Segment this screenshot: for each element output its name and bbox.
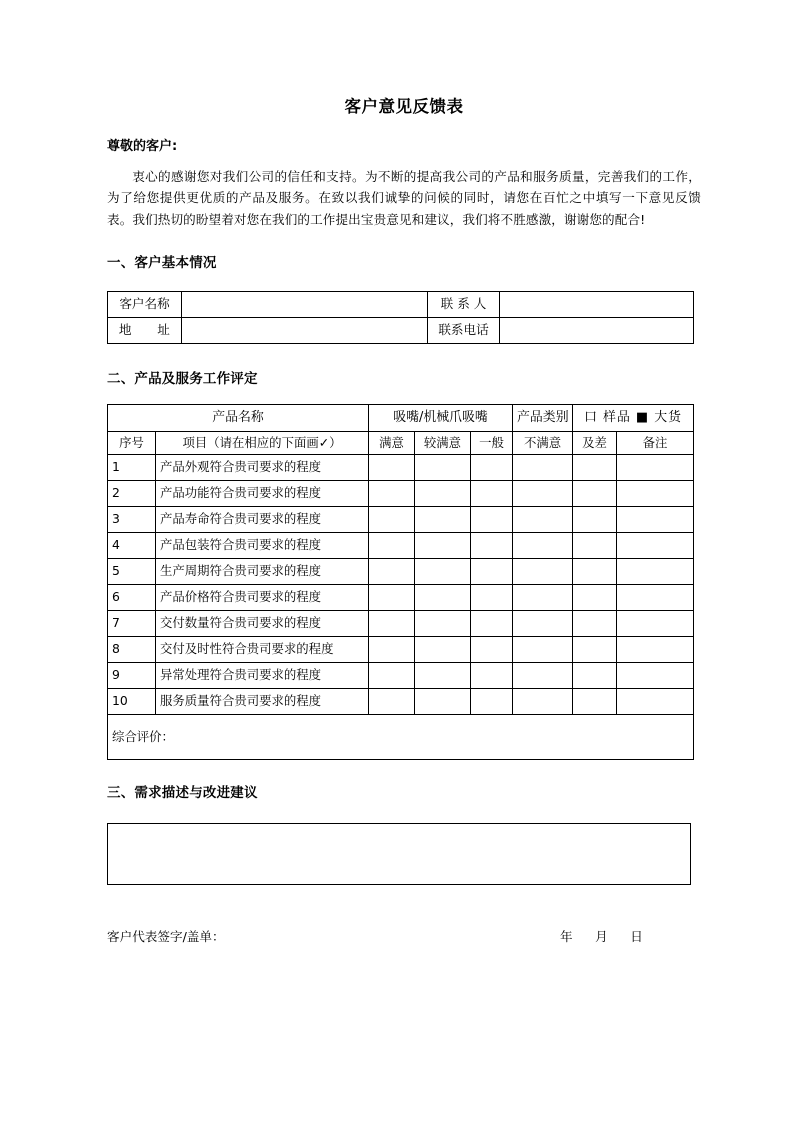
page-title: 客户意见反馈表 xyxy=(344,97,464,116)
rating-cell-poor[interactable] xyxy=(573,455,617,481)
signature-row xyxy=(107,928,701,951)
rating-cell-unsatisfied[interactable] xyxy=(513,533,573,559)
item-no: 10 xyxy=(108,689,156,715)
remarks-cell[interactable] xyxy=(617,455,694,481)
remarks-cell[interactable] xyxy=(617,507,694,533)
rating-cell-average[interactable] xyxy=(471,585,513,611)
label-product-category: 产品类别 xyxy=(513,405,573,432)
rating-cell-satisfied[interactable] xyxy=(369,559,415,585)
label-contact-phone: 联系电话 xyxy=(428,317,500,343)
table-row xyxy=(108,663,694,689)
date-fields[interactable] xyxy=(560,928,644,944)
item-text: 产品寿命符合贵司要求的程度 xyxy=(156,507,369,533)
rating-cell-unsatisfied[interactable] xyxy=(513,689,573,715)
item-text: 产品价格符合贵司要求的程度 xyxy=(156,585,369,611)
column-header-remarks: 备注 xyxy=(617,432,694,455)
rating-cell-fairly-satisfied[interactable] xyxy=(415,663,471,689)
field-customer-name[interactable] xyxy=(182,291,428,317)
field-contact-person[interactable] xyxy=(500,291,694,317)
rating-cell-fairly-satisfied[interactable] xyxy=(415,689,471,715)
rating-cell-unsatisfied[interactable] xyxy=(513,481,573,507)
table-row xyxy=(108,559,694,585)
table-row xyxy=(108,317,694,343)
rating-cell-poor[interactable] xyxy=(573,533,617,559)
rating-cell-average[interactable] xyxy=(471,455,513,481)
rating-cell-unsatisfied[interactable] xyxy=(513,663,573,689)
item-text: 交付数量符合贵司要求的程度 xyxy=(156,611,369,637)
table-row xyxy=(108,637,694,663)
document-content xyxy=(107,0,701,951)
remarks-cell[interactable] xyxy=(617,533,694,559)
rating-cell-average[interactable] xyxy=(471,689,513,715)
rating-cell-poor[interactable] xyxy=(573,507,617,533)
item-text: 生产周期符合贵司要求的程度 xyxy=(156,559,369,585)
column-header-average: 一般 xyxy=(471,432,513,455)
date-month-label: 月 xyxy=(595,928,609,944)
item-no: 6 xyxy=(108,585,156,611)
remarks-cell[interactable] xyxy=(617,611,694,637)
rating-cell-fairly-satisfied[interactable] xyxy=(415,637,471,663)
table-row xyxy=(108,585,694,611)
rating-cell-fairly-satisfied[interactable] xyxy=(415,507,471,533)
rating-cell-unsatisfied[interactable] xyxy=(513,585,573,611)
column-header-fairly-satisfied: 较满意 xyxy=(415,432,471,455)
remarks-cell[interactable] xyxy=(617,559,694,585)
rating-cell-poor[interactable] xyxy=(573,559,617,585)
table-row xyxy=(108,689,694,715)
item-text: 交付及时性符合贵司要求的程度 xyxy=(156,637,369,663)
remarks-cell[interactable] xyxy=(617,689,694,715)
salutation: 尊敬的客户: xyxy=(107,138,178,154)
rating-cell-satisfied[interactable] xyxy=(369,533,415,559)
rating-cell-satisfied[interactable] xyxy=(369,455,415,481)
product-category-options[interactable]: 口 样品 ■ 大货 xyxy=(573,405,694,432)
date-year-label: 年 xyxy=(560,928,574,944)
field-address[interactable] xyxy=(182,317,428,343)
label-customer-name: 客户名称 xyxy=(108,291,182,317)
rating-cell-average[interactable] xyxy=(471,637,513,663)
section-heading-product-evaluation: 二、产品及服务工作评定 xyxy=(107,370,258,387)
rating-cell-average[interactable] xyxy=(471,611,513,637)
item-no: 7 xyxy=(108,611,156,637)
label-contact-person: 联 系 人 xyxy=(428,291,500,317)
remarks-cell[interactable] xyxy=(617,663,694,689)
item-no: 8 xyxy=(108,637,156,663)
item-no: 5 xyxy=(108,559,156,585)
rating-cell-poor[interactable] xyxy=(573,689,617,715)
rating-cell-poor[interactable] xyxy=(573,611,617,637)
summary-row xyxy=(108,715,694,760)
suggestions-textarea[interactable] xyxy=(107,823,691,885)
rating-cell-fairly-satisfied[interactable] xyxy=(415,559,471,585)
column-header-unsatisfied: 不满意 xyxy=(513,432,573,455)
rating-cell-satisfied[interactable] xyxy=(369,481,415,507)
rating-cell-satisfied[interactable] xyxy=(369,611,415,637)
intro-paragraph: 衷心的感谢您对我们公司的信任和支持。为不断的提高我公司的产品和服务质量，完善我们的工作，为了给您提供更优质的产品及服务。在致以我们诚挚的问候的同时，请您在百忙之中填写一下意见反馈表。我们热切的盼望着对您在我们的工作提出宝贵意见和建议，我们将不胜感激，谢谢您的配合! xyxy=(107,168,701,227)
rating-cell-poor[interactable] xyxy=(573,637,617,663)
remarks-cell[interactable] xyxy=(617,481,694,507)
rating-cell-satisfied[interactable] xyxy=(369,689,415,715)
rating-cell-satisfied[interactable] xyxy=(369,585,415,611)
rating-cell-poor[interactable] xyxy=(573,585,617,611)
rating-cell-satisfied[interactable] xyxy=(369,507,415,533)
item-no: 4 xyxy=(108,533,156,559)
rating-cell-average[interactable] xyxy=(471,533,513,559)
rating-cell-average[interactable] xyxy=(471,559,513,585)
rating-cell-average[interactable] xyxy=(471,663,513,689)
item-no: 3 xyxy=(108,507,156,533)
column-header-satisfied: 满意 xyxy=(369,432,415,455)
item-text: 产品外观符合贵司要求的程度 xyxy=(156,455,369,481)
rating-cell-unsatisfied[interactable] xyxy=(513,559,573,585)
rating-cell-poor[interactable] xyxy=(573,663,617,689)
product-header-row xyxy=(108,405,694,432)
item-text: 异常处理符合贵司要求的程度 xyxy=(156,663,369,689)
rating-cell-fairly-satisfied[interactable] xyxy=(415,533,471,559)
section-heading-suggestions: 三、需求描述与改进建议 xyxy=(107,785,258,801)
item-no: 2 xyxy=(108,481,156,507)
table-row xyxy=(108,507,694,533)
rating-cell-unsatisfied[interactable] xyxy=(513,455,573,481)
column-header-poor: 及差 xyxy=(573,432,617,455)
rating-cell-satisfied[interactable] xyxy=(369,663,415,689)
signature-label: 客户代表签字/盖单： xyxy=(107,928,225,944)
table-header-row xyxy=(108,432,694,455)
item-text: 服务质量符合贵司要求的程度 xyxy=(156,689,369,715)
product-evaluation-table xyxy=(107,404,694,760)
table-row xyxy=(108,455,694,481)
rating-cell-average[interactable] xyxy=(471,507,513,533)
field-contact-phone[interactable] xyxy=(500,317,694,343)
label-product-name: 产品名称 xyxy=(108,405,369,432)
remarks-cell[interactable] xyxy=(617,585,694,611)
customer-info-table xyxy=(107,291,694,344)
rating-cell-average[interactable] xyxy=(471,481,513,507)
rating-cell-fairly-satisfied[interactable] xyxy=(415,481,471,507)
table-row xyxy=(108,611,694,637)
rating-cell-fairly-satisfied[interactable] xyxy=(415,611,471,637)
rating-cell-unsatisfied[interactable] xyxy=(513,637,573,663)
rating-cell-fairly-satisfied[interactable] xyxy=(415,455,471,481)
rating-cell-satisfied[interactable] xyxy=(369,637,415,663)
column-header-no: 序号 xyxy=(108,432,156,455)
rating-cell-unsatisfied[interactable] xyxy=(513,507,573,533)
item-no: 1 xyxy=(108,455,156,481)
item-text: 产品包装符合贵司要求的程度 xyxy=(156,533,369,559)
column-header-item: 项目（请在相应的下面画✓） xyxy=(156,432,369,455)
table-row xyxy=(108,291,694,317)
remarks-cell[interactable] xyxy=(617,637,694,663)
table-row xyxy=(108,481,694,507)
value-product-name: 吸嘴/机械爪吸嘴 xyxy=(369,405,513,432)
section-heading-customer-info: 一、客户基本情况 xyxy=(107,255,217,271)
date-day-label: 日 xyxy=(630,928,644,944)
table-row xyxy=(108,533,694,559)
rating-cell-fairly-satisfied[interactable] xyxy=(415,585,471,611)
label-address: 地 址 xyxy=(108,317,182,343)
item-no: 9 xyxy=(108,663,156,689)
rating-cell-poor[interactable] xyxy=(573,481,617,507)
item-text: 产品功能符合贵司要求的程度 xyxy=(156,481,369,507)
overall-evaluation-field[interactable]: 综合评价： xyxy=(108,715,694,760)
rating-cell-unsatisfied[interactable] xyxy=(513,611,573,637)
